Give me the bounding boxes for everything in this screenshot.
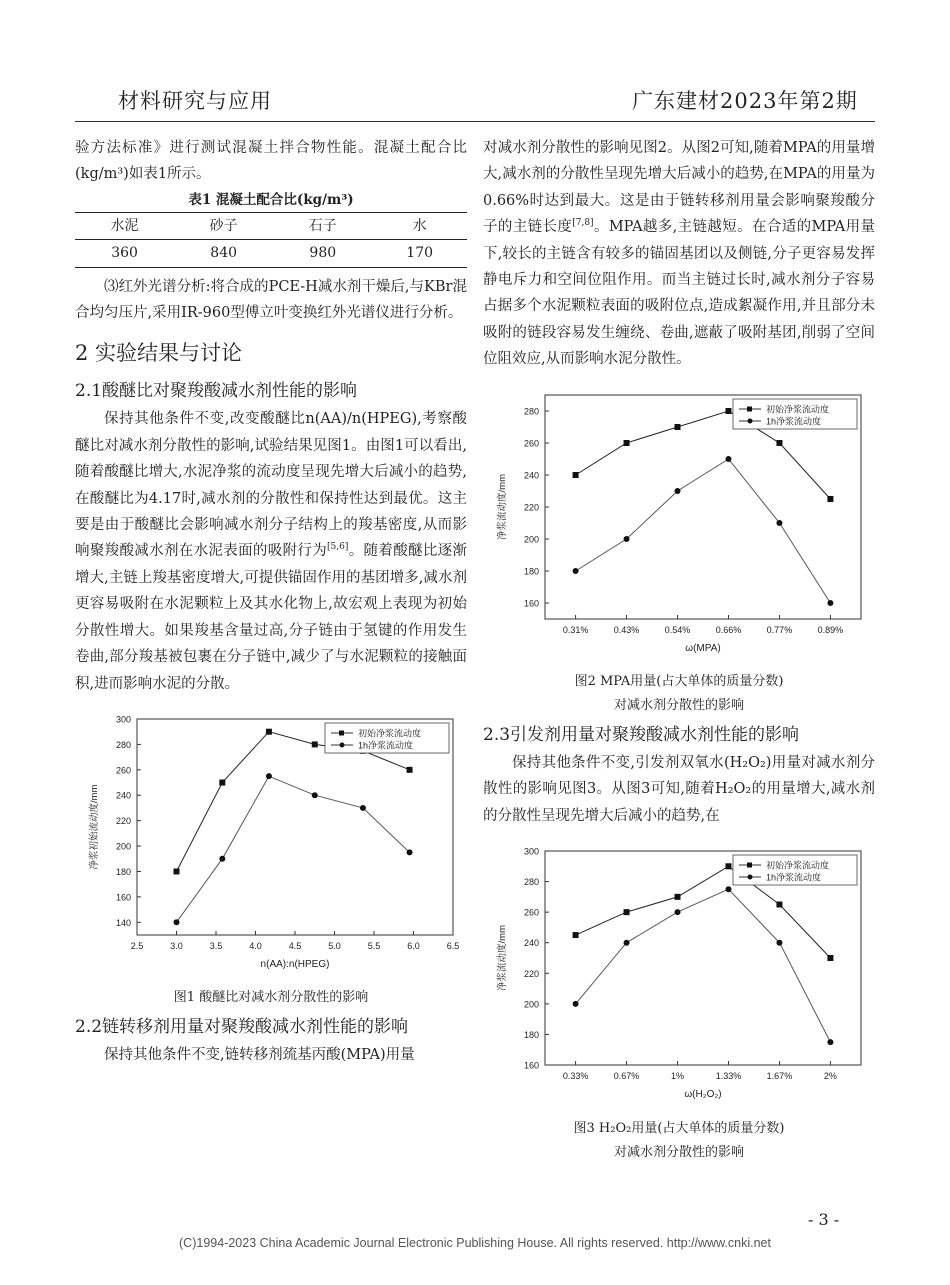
x-axis-label: ω(MPA) (685, 642, 721, 654)
paragraph: 保持其他条件不变,链转移剂巯基丙酸(MPA)用量 (104, 1047, 415, 1064)
y-tick-label: 160 (115, 892, 131, 903)
x-tick-label: 2% (823, 1071, 837, 1082)
paragraph-text: 。MPA越多,主链越短。在合适的MPA用量下,较长的主链含有较多的锚固基团以及侧链,分子更容易发挥静电斥力和空间位阻作用。而当主链过长时,减水剂分子容易占据多个水泥颗粒表面的吸附位点,造成絮凝作用,并且部分未吸附的链段容易发生缠绕、卷曲,遮蔽了吸附基团,削弱了空间位阻效应,从而影响水泥分散性。 (483, 219, 875, 368)
paragraph (483, 135, 875, 373)
y-tick-label: 180 (523, 566, 539, 577)
y-tick-label: 280 (115, 739, 131, 750)
table-cell: 360 (111, 245, 138, 262)
legend-marker (747, 406, 752, 411)
table-cell: 170 (406, 245, 434, 262)
legend-label: 初始净浆流动度 (358, 728, 422, 739)
y-tick-label: 140 (115, 917, 131, 928)
data-point (174, 919, 180, 925)
x-tick-label: 6.5 (446, 940, 460, 951)
page-number: - 3 - (808, 1210, 840, 1229)
data-point (776, 520, 782, 526)
legend-label: 初始净浆流动度 (766, 404, 830, 415)
y-tick-label: 160 (523, 598, 539, 609)
data-point (776, 940, 782, 946)
section-heading: 2 实验结果与讨论 (75, 341, 243, 366)
legend-label: 1h净浆流动度 (766, 416, 822, 427)
y-tick-label: 180 (523, 1030, 539, 1041)
table-header-cell: 水 (412, 217, 427, 234)
y-tick-label: 280 (523, 877, 539, 888)
x-tick-label: 0.77% (766, 624, 793, 635)
data-point (266, 773, 272, 779)
legend-marker (747, 863, 752, 868)
paragraph: 保持其他条件不变,引发剂双氧水(H₂O₂)用量对减水剂分散性的影响见图3。从图3可知,随着H₂O₂的用量增大,减水剂的分散性呈现先增大后减小的趋势,在 (483, 755, 875, 824)
figure-2 (483, 383, 875, 670)
y-tick-label: 220 (115, 816, 131, 827)
data-point (776, 440, 782, 446)
data-point (219, 856, 225, 862)
y-tick-label: 220 (523, 969, 539, 980)
x-tick-label: 5.5 (367, 940, 381, 951)
data-point (573, 932, 579, 938)
data-point (573, 1001, 579, 1007)
data-point (675, 894, 681, 900)
y-tick-label: 200 (523, 999, 539, 1010)
data-point (675, 488, 681, 494)
legend-label: 1h净浆流动度 (358, 740, 414, 751)
x-axis-label: n(AA):n(HPEG) (260, 958, 330, 970)
paragraph-text: 。随着酸醚比逐渐增大,主链上羧基密度增大,可提供锚固作用的基团增多,减水剂更容易吸附在水泥颗粒上及其水化物上,故宏观上表现为初始分散性增大。如果羧基含量过高,分子链由于氢键的作用发生卷曲,部分羧基被包裹在分子链中,减少了与水泥颗粒的接触面积,进而影响水泥的分散。 (75, 543, 467, 692)
table-cell: 840 (210, 245, 238, 262)
series-line (576, 459, 831, 603)
figure-caption: 图2 MPA用量(占大单体的质量分数) (574, 674, 784, 690)
y-tick-label: 280 (523, 406, 539, 417)
figure-caption: 对减水剂分散性的影响 (613, 1144, 744, 1160)
data-point (266, 729, 272, 735)
paragraph: 验方法标准》进行测试混凝土拌合物性能。混凝土配合比(kg/m³)如表1所示。 (75, 140, 467, 183)
paragraph (75, 406, 467, 696)
y-tick-label: 240 (523, 470, 539, 481)
y-axis-label: 净浆流动度/mm (497, 473, 508, 540)
citation: [7,8] (572, 218, 594, 229)
legend-label: 初始净浆流动度 (766, 860, 830, 871)
table-header-cell: 石子 (308, 217, 337, 234)
x-tick-label: 0.43% (613, 624, 640, 635)
fig3-chart (483, 839, 875, 1107)
data-point (776, 902, 782, 908)
y-tick-label: 240 (523, 938, 539, 949)
data-point (827, 600, 833, 606)
figure-1 (75, 707, 467, 986)
figure-caption: 对减水剂分散性的影响 (613, 698, 744, 714)
y-tick-label: 300 (115, 714, 131, 725)
x-tick-label: 5.0 (328, 940, 341, 951)
data-point (624, 909, 630, 915)
data-point (573, 568, 579, 574)
x-tick-label: 0.67% (613, 1071, 640, 1082)
subsection-heading: 2.1酸醚比对聚羧酸减水剂性能的影响 (75, 381, 358, 402)
data-point (219, 779, 225, 785)
x-tick-label: 0.66% (715, 624, 742, 635)
x-tick-label: 1% (671, 1071, 685, 1082)
legend-marker (748, 418, 753, 423)
data-point (624, 536, 630, 542)
y-tick-label: 300 (523, 846, 539, 857)
x-tick-label: 0.54% (664, 624, 691, 635)
data-point (675, 424, 681, 430)
x-tick-label: 3.5 (209, 940, 223, 951)
data-point (725, 864, 731, 870)
figure-caption: 图3 H₂O₂用量(占大单体的质量分数) (573, 1120, 785, 1136)
data-point (827, 496, 833, 502)
data-point (407, 767, 413, 773)
series-line (177, 776, 410, 922)
left-column (75, 135, 467, 1069)
data-point (624, 940, 630, 946)
legend-marker (340, 742, 345, 747)
data-point (573, 472, 579, 478)
x-tick-label: 0.89% (817, 624, 844, 635)
data-point (725, 886, 731, 892)
y-tick-label: 260 (523, 438, 539, 449)
y-tick-label: 180 (115, 866, 131, 877)
x-axis-label: ω(H₂O₂) (684, 1089, 722, 1101)
figure-3 (483, 839, 875, 1116)
journal-issue: 广东建材2023年第2期 (632, 89, 858, 113)
table-header-cell: 砂子 (209, 217, 238, 234)
x-tick-label: 0.31% (562, 624, 589, 635)
legend-marker (339, 730, 344, 735)
y-tick-label: 220 (523, 502, 539, 513)
right-column (483, 135, 875, 1165)
data-point (725, 456, 731, 462)
header-rule (75, 121, 875, 122)
y-tick-label: 260 (115, 765, 131, 776)
table-header-row (75, 212, 467, 239)
y-tick-label: 260 (523, 907, 539, 918)
y-tick-label: 200 (523, 534, 539, 545)
x-tick-label: 2.5 (130, 940, 144, 951)
x-tick-label: 1.67% (766, 1071, 793, 1082)
table-row (75, 240, 467, 267)
data-point (360, 805, 366, 811)
x-tick-label: 1.33% (715, 1071, 742, 1082)
paragraph: ⑶红外光谱分析:将合成的PCE-H减水剂干燥后,与KBr混合均匀压片,采用IR-960型傅立叶变换红外光谱仪进行分析。 (75, 278, 467, 322)
data-point (827, 1039, 833, 1045)
data-point (675, 909, 681, 915)
subsection-heading: 2.2链转移剂用量对聚羧酸减水剂性能的影响 (75, 1017, 409, 1038)
series-line (576, 889, 831, 1042)
data-point (624, 440, 630, 446)
y-tick-label: 200 (115, 841, 131, 852)
data-point (312, 741, 318, 747)
table-header-cell: 水泥 (110, 217, 139, 234)
legend-marker (748, 875, 753, 880)
paragraph-text: 保持其他条件不变,改变酸醚比n(AA)/n(HPEG),考察酸醚比对减水剂分散性的影响,试验结果见图1。由图1可以看出,随着酸醚比增大,水泥净浆的流动度呈现先增大后减小的趋势,在酸醚比为4.17时,减水剂的分散性和保持性达到最优。这主要是由于酸醚比会影响减水剂分子结构上的羧基密度,从而影响聚羧酸减水剂在水泥表面的吸附行为 (75, 411, 467, 560)
citation: [5,6] (327, 542, 349, 553)
data-point (725, 408, 731, 414)
mix-ratio-table (75, 212, 467, 268)
y-axis-label: 净浆流动度/mm (497, 925, 508, 992)
legend-label: 1h净浆流动度 (766, 872, 822, 883)
x-tick-label: 6.0 (407, 940, 420, 951)
y-axis-label: 净浆初始流动度/mm (89, 784, 100, 870)
x-tick-label: 0.33% (562, 1071, 589, 1082)
fig2-chart (483, 383, 875, 661)
figure-caption: 图1 酸醚比对减水剂分散性的影响 (173, 990, 369, 1006)
data-point (312, 792, 318, 798)
x-tick-label: 3.0 (170, 940, 183, 951)
journal-section-title: 材料研究与应用 (118, 89, 272, 113)
table-cell: 980 (309, 245, 337, 262)
x-tick-label: 4.0 (249, 940, 262, 951)
subsection-heading: 2.3引发剂用量对聚羧酸减水剂性能的影响 (483, 725, 800, 746)
y-tick-label: 240 (115, 790, 131, 801)
paragraph-text: 对减水剂分散性的影响见图2。从图2可知,随着MPA的用量增大,减水剂的分散性呈现先增大后减小的趋势,在MPA的用量为0.66%时达到最大。这是由于链转移剂用量会影响聚羧酸分子的主链长度 (483, 140, 875, 236)
y-tick-label: 160 (523, 1060, 539, 1071)
x-tick-label: 4.5 (288, 940, 302, 951)
data-point (174, 868, 180, 874)
data-point (827, 955, 833, 961)
table-caption: 表1 混凝土配合比(kg/m³) (188, 191, 354, 208)
copyright-footer: (C)1994-2023 China Academic Journal Electronic Publishing House. All rights reserved. http://www.cnki.net (179, 1236, 771, 1250)
data-point (407, 849, 413, 855)
fig1-chart (75, 707, 467, 977)
